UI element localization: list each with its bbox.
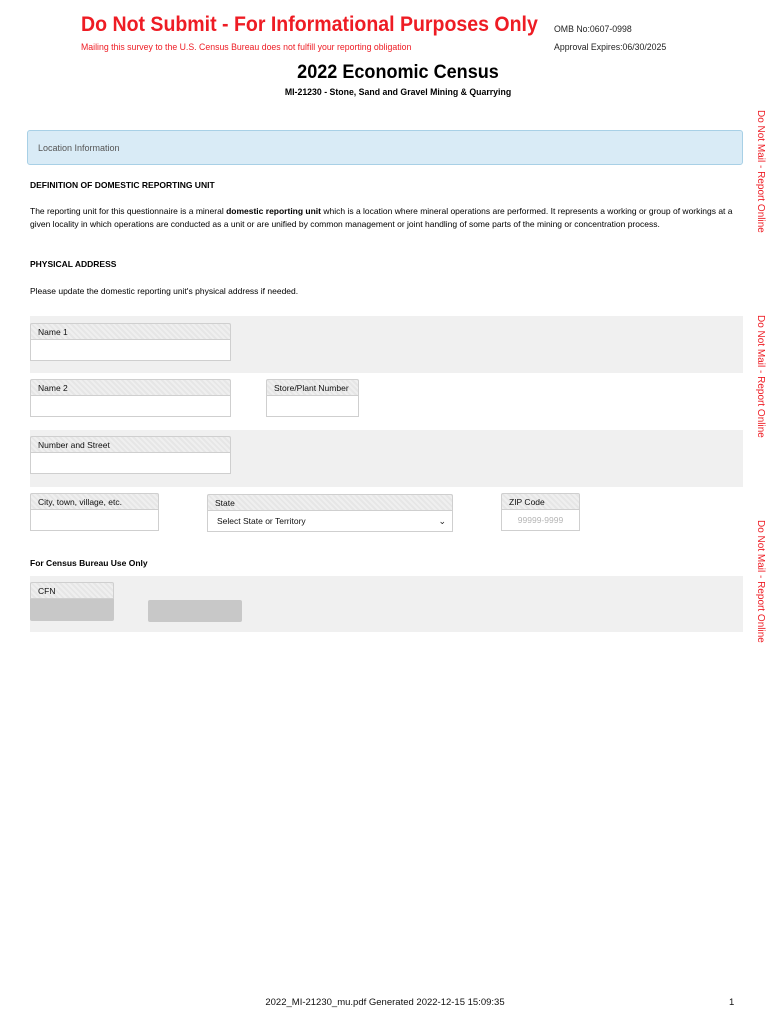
definition-paragraph (30, 205, 740, 231)
physical-address-heading: PHYSICAL ADDRESS (30, 259, 117, 269)
location-info-section[interactable] (27, 130, 743, 165)
zip-label: ZIP Code (501, 493, 580, 510)
name2-field (30, 379, 231, 417)
city-label: City, town, village, etc. (30, 493, 159, 510)
street-input[interactable] (30, 453, 231, 474)
name2-input[interactable] (30, 396, 231, 417)
form-title: MI-21230 - Stone, Sand and Gravel Mining & Quarrying (284, 87, 512, 98)
city-input[interactable] (30, 510, 159, 531)
census-title: 2022 Economic Census (297, 62, 499, 83)
street-row (30, 430, 743, 487)
warning-subtitle: Mailing this survey to the U.S. Census Bureau does not fulfill your reporting obligation (81, 42, 412, 53)
street-field (30, 436, 231, 474)
state-label: State (207, 494, 453, 511)
page-number: 1 (729, 997, 735, 1008)
name2-label: Name 2 (30, 379, 231, 396)
store-plant-field (266, 379, 359, 417)
footer-generated: 2022_MI-21230_mu.pdf Generated 2022-12-15 15:09:35 (265, 997, 505, 1008)
census-use-heading: For Census Bureau Use Only (30, 558, 148, 568)
side-note-do-not-mail: Do Not Mail - Report Online (755, 315, 766, 438)
cfn-input (30, 599, 114, 621)
census-use-row (30, 576, 743, 632)
definition-text-after: which is a location where mineral operations are performed. It represents a working or group of workings at a given locality in which operations are conducted as a unit or are unified by common management or joint handling of some parts of the mining or concentration process. (30, 206, 733, 229)
state-select-value: Select State or Territory (217, 516, 306, 526)
side-note-do-not-mail: Do Not Mail - Report Online (755, 110, 766, 233)
cfn-label: CFN (30, 582, 114, 599)
warning-title: Do Not Submit - For Informational Purposes Only (81, 13, 538, 36)
definition-text-before: The reporting unit for this questionnaire is a mineral (30, 206, 227, 216)
cfn-secondary-box (148, 600, 242, 622)
name1-field (30, 323, 231, 361)
location-info-label: Location Information (38, 143, 120, 153)
omb-number: OMB No:0607-0998 (554, 24, 632, 35)
state-field (207, 494, 453, 532)
definition-heading: DEFINITION OF DOMESTIC REPORTING UNIT (30, 180, 215, 190)
name1-input[interactable] (30, 340, 231, 361)
name1-row (30, 316, 743, 373)
side-note-do-not-mail: Do Not Mail - Report Online (755, 520, 766, 643)
name1-label: Name 1 (30, 323, 231, 340)
store-plant-input[interactable] (266, 396, 359, 417)
address-instructions: Please update the domestic reporting unit's physical address if needed. (30, 286, 299, 296)
approval-expiration: Approval Expires:06/30/2025 (554, 42, 667, 53)
street-label: Number and Street (30, 436, 231, 453)
definition-text-bold: domestic reporting unit (226, 206, 321, 216)
zip-field (501, 493, 580, 531)
city-field (30, 493, 159, 531)
store-plant-label: Store/Plant Number (266, 379, 359, 396)
chevron-down-icon: ⌄ (438, 516, 446, 526)
cfn-field (30, 582, 114, 621)
state-select[interactable] (207, 511, 453, 532)
zip-input[interactable]: 99999-9999 (501, 510, 580, 531)
